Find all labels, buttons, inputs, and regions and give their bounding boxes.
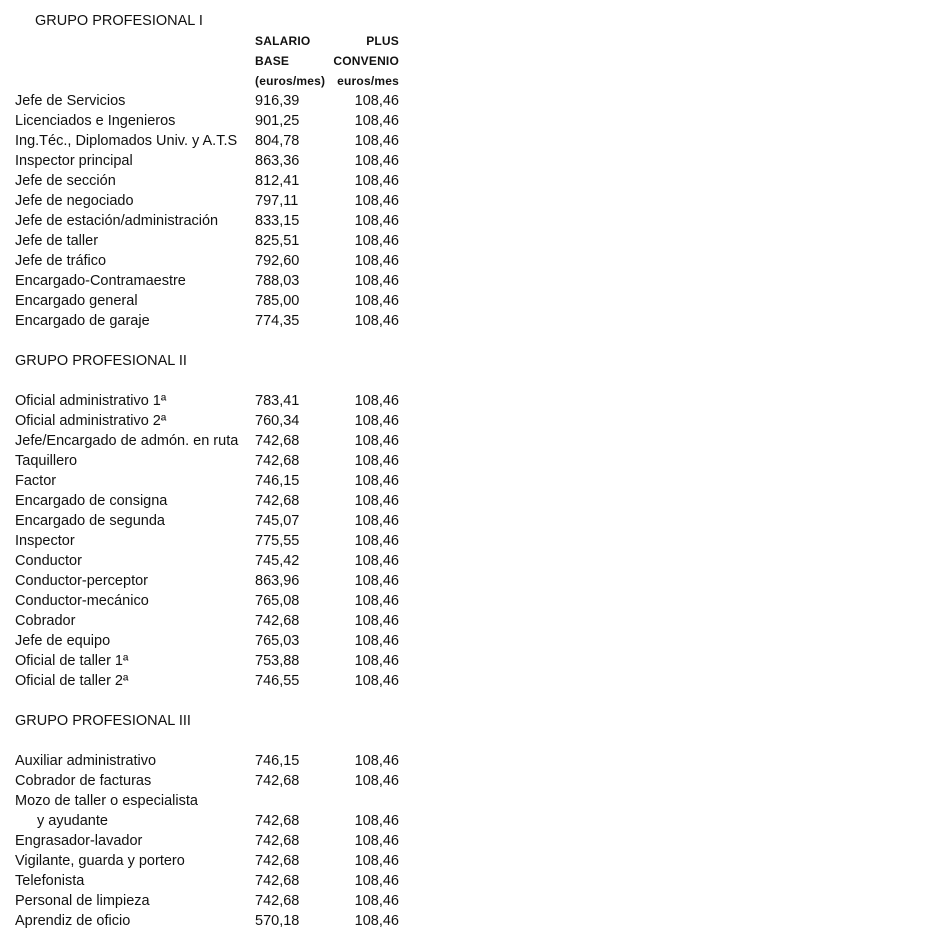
table-row xyxy=(0,871,946,891)
category-label: Engrasador-lavador xyxy=(15,833,143,849)
plus-convenio-value: 108,46 xyxy=(354,613,399,629)
category-label: Jefe de sección xyxy=(15,173,116,189)
plus-convenio-value: 108,46 xyxy=(354,673,399,689)
salary-base-value: 742,68 xyxy=(255,453,300,469)
table-row xyxy=(0,831,946,851)
plus-convenio-value: 108,46 xyxy=(354,913,399,929)
salary-base-value: 746,15 xyxy=(255,753,300,769)
plus-convenio-value: 108,46 xyxy=(354,873,399,889)
table-row xyxy=(0,211,946,231)
plus-convenio-value: 108,46 xyxy=(354,813,399,829)
plus-convenio-value: 108,46 xyxy=(354,533,399,549)
table-row xyxy=(0,171,946,191)
table-row xyxy=(0,411,946,431)
plus-convenio-value: 108,46 xyxy=(354,773,399,789)
table-row xyxy=(0,531,946,551)
salary-base-value: 901,25 xyxy=(255,113,300,129)
salary-base-value: 812,41 xyxy=(255,173,300,189)
plus-convenio-value: 108,46 xyxy=(354,273,399,289)
plus-convenio-value: 108,46 xyxy=(354,393,399,409)
category-label: Telefonista xyxy=(15,873,85,889)
plus-convenio-value: 108,46 xyxy=(354,413,399,429)
table-row xyxy=(0,811,946,831)
category-label: Oficial administrativo 1ª xyxy=(15,393,167,409)
spacer-line xyxy=(0,731,946,751)
salary-base-value: 775,55 xyxy=(255,533,300,549)
category-label: Factor xyxy=(15,473,57,489)
table-row xyxy=(0,631,946,651)
table-row xyxy=(0,491,946,511)
group-title: GRUPO PROFESIONAL III xyxy=(15,713,191,729)
category-label: Jefe de negociado xyxy=(15,193,134,209)
category-label: Cobrador xyxy=(15,613,76,629)
category-label: Vigilante, guarda y portero xyxy=(15,853,185,869)
plus-convenio-value: 108,46 xyxy=(354,173,399,189)
salary-base-value: 742,68 xyxy=(255,853,300,869)
table-row xyxy=(0,751,946,771)
salary-base-value: 916,39 xyxy=(255,93,300,109)
category-label: Oficial de taller 1ª xyxy=(15,653,129,669)
table-row xyxy=(0,571,946,591)
salary-base-value: 753,88 xyxy=(255,653,300,669)
table-row xyxy=(0,251,946,271)
table-row xyxy=(0,671,946,691)
salary-base-value: 783,41 xyxy=(255,393,300,409)
plus-convenio-value: 108,46 xyxy=(354,93,399,109)
table-row xyxy=(0,771,946,791)
table-row xyxy=(0,111,946,131)
category-label: Encargado de segunda xyxy=(15,513,165,529)
salary-base-value: 863,96 xyxy=(255,573,300,589)
salary-column-header: BASE xyxy=(255,54,290,68)
category-label: Mozo de taller o especialista xyxy=(15,793,198,809)
group-title-line xyxy=(0,711,946,731)
plus-column-header: CONVENIO xyxy=(333,54,399,68)
plus-convenio-value: 108,46 xyxy=(354,833,399,849)
salary-base-value: 746,55 xyxy=(255,673,300,689)
table-row xyxy=(0,91,946,111)
plus-convenio-value: 108,46 xyxy=(354,753,399,769)
plus-convenio-value: 108,46 xyxy=(354,633,399,649)
plus-convenio-value: 108,46 xyxy=(354,233,399,249)
category-label: Jefe de Servicios xyxy=(15,93,126,109)
salary-base-value: 742,68 xyxy=(255,433,300,449)
plus-convenio-value: 108,46 xyxy=(354,433,399,449)
plus-column-header: euros/mes xyxy=(337,74,399,88)
category-label: Encargado de consigna xyxy=(15,493,168,509)
category-label: Encargado-Contramaestre xyxy=(15,273,186,289)
category-label: Jefe/Encargado de admón. en ruta xyxy=(15,433,239,449)
table-row xyxy=(0,291,946,311)
table-row xyxy=(0,591,946,611)
salary-base-value: 742,68 xyxy=(255,873,300,889)
table-row xyxy=(0,271,946,291)
table-row xyxy=(0,551,946,571)
category-label: Cobrador de facturas xyxy=(15,773,152,789)
category-label: Aprendiz de oficio xyxy=(15,913,131,929)
salary-base-value: 825,51 xyxy=(255,233,300,249)
category-label: Licenciados e Ingenieros xyxy=(15,113,176,129)
plus-convenio-value: 108,46 xyxy=(354,553,399,569)
column-header-line xyxy=(0,71,946,91)
table-row xyxy=(0,471,946,491)
category-label: Ing.Téc., Diplomados Univ. y A.T.S xyxy=(15,133,238,149)
salary-base-value: 570,18 xyxy=(255,913,300,929)
table-row xyxy=(0,151,946,171)
salary-column-header: SALARIO xyxy=(255,34,311,48)
table-row xyxy=(0,451,946,471)
plus-convenio-value: 108,46 xyxy=(354,893,399,909)
salary-base-value: 863,36 xyxy=(255,153,300,169)
table-row xyxy=(0,891,946,911)
table-row xyxy=(0,231,946,251)
group-title-line xyxy=(0,351,946,371)
category-label: Inspector principal xyxy=(15,153,133,169)
plus-convenio-value: 108,46 xyxy=(354,153,399,169)
column-header-line xyxy=(0,31,946,51)
plus-convenio-value: 108,46 xyxy=(354,313,399,329)
salary-base-value: 785,00 xyxy=(255,293,300,309)
salary-base-value: 746,15 xyxy=(255,473,300,489)
salary-base-value: 745,42 xyxy=(255,553,300,569)
plus-convenio-value: 108,46 xyxy=(354,653,399,669)
salary-base-value: 742,68 xyxy=(255,893,300,909)
spacer-line xyxy=(0,371,946,391)
salary-base-value: 742,68 xyxy=(255,493,300,509)
plus-convenio-value: 108,46 xyxy=(354,513,399,529)
category-label: y ayudante xyxy=(37,813,108,829)
group-title-line xyxy=(0,11,946,31)
category-label: Oficial de taller 2ª xyxy=(15,673,129,689)
category-label: Inspector xyxy=(15,533,75,549)
plus-column-header: PLUS xyxy=(366,34,399,48)
table-row xyxy=(0,391,946,411)
table-row xyxy=(0,911,946,931)
category-label: Auxiliar administrativo xyxy=(15,753,157,769)
plus-convenio-value: 108,46 xyxy=(354,573,399,589)
category-label: Personal de limpieza xyxy=(15,893,150,909)
plus-convenio-value: 108,46 xyxy=(354,593,399,609)
salary-base-value: 765,08 xyxy=(255,593,300,609)
column-header-line xyxy=(0,51,946,71)
salary-column-header: (euros/mes) xyxy=(255,74,326,88)
category-label: Encargado de garaje xyxy=(15,313,150,329)
table-row xyxy=(0,651,946,671)
category-label: Encargado general xyxy=(15,293,138,309)
plus-convenio-value: 108,46 xyxy=(354,853,399,869)
salary-base-value: 742,68 xyxy=(255,773,300,789)
salary-base-value: 742,68 xyxy=(255,613,300,629)
salary-base-value: 792,60 xyxy=(255,253,300,269)
table-row xyxy=(0,191,946,211)
plus-convenio-value: 108,46 xyxy=(354,113,399,129)
salary-base-value: 833,15 xyxy=(255,213,300,229)
salary-base-value: 742,68 xyxy=(255,833,300,849)
salary-base-value: 765,03 xyxy=(255,633,300,649)
plus-convenio-value: 108,46 xyxy=(354,253,399,269)
category-label: Taquillero xyxy=(15,453,78,469)
category-label: Conductor xyxy=(15,553,82,569)
group-title: GRUPO PROFESIONAL II xyxy=(15,353,187,369)
plus-convenio-value: 108,46 xyxy=(354,293,399,309)
plus-convenio-value: 108,46 xyxy=(354,213,399,229)
group-title: GRUPO PROFESIONAL I xyxy=(35,13,203,29)
plus-convenio-value: 108,46 xyxy=(354,453,399,469)
plus-convenio-value: 108,46 xyxy=(354,493,399,509)
category-label: Jefe de tráfico xyxy=(15,253,107,269)
category-label: Jefe de estación/administración xyxy=(15,213,219,229)
table-row xyxy=(0,791,946,811)
table-row xyxy=(0,851,946,871)
category-label: Oficial administrativo 2ª xyxy=(15,413,167,429)
table-row xyxy=(0,431,946,451)
category-label: Jefe de taller xyxy=(15,233,99,249)
category-label: Conductor-perceptor xyxy=(15,573,148,589)
salary-base-value: 788,03 xyxy=(255,273,300,289)
category-label: Jefe de equipo xyxy=(15,633,111,649)
category-label: Conductor-mecánico xyxy=(15,593,149,609)
spacer-line xyxy=(0,691,946,711)
plus-convenio-value: 108,46 xyxy=(354,473,399,489)
table-row xyxy=(0,311,946,331)
table-row xyxy=(0,511,946,531)
spacer-line xyxy=(0,331,946,351)
table-row xyxy=(0,131,946,151)
salary-base-value: 745,07 xyxy=(255,513,300,529)
plus-convenio-value: 108,46 xyxy=(354,193,399,209)
salary-base-value: 742,68 xyxy=(255,813,300,829)
salary-base-value: 774,35 xyxy=(255,313,300,329)
salary-base-value: 804,78 xyxy=(255,133,300,149)
salary-base-value: 797,11 xyxy=(255,193,299,209)
plus-convenio-value: 108,46 xyxy=(354,133,399,149)
salary-base-value: 760,34 xyxy=(255,413,300,429)
table-row xyxy=(0,611,946,631)
